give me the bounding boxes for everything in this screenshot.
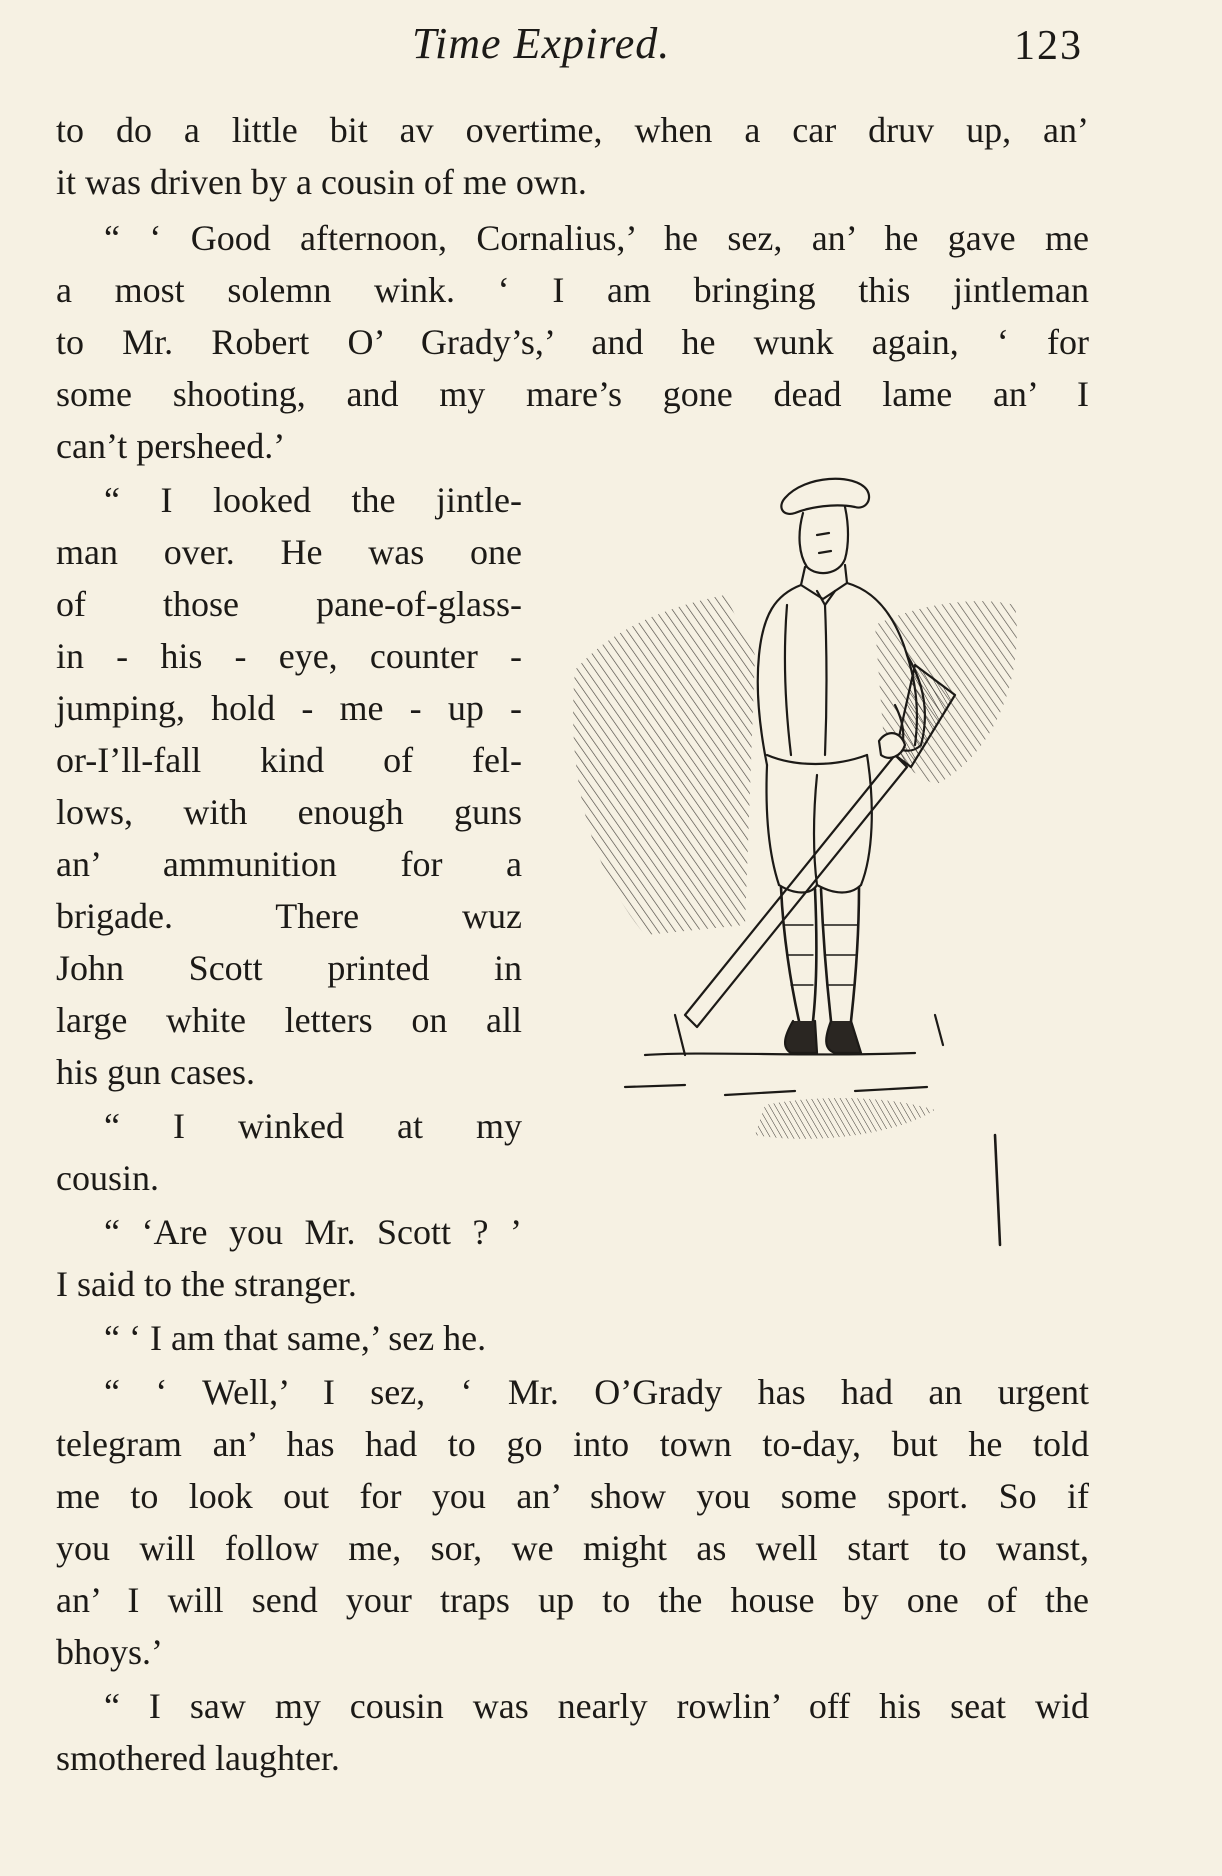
text-line: his gun cases. [56, 1052, 255, 1092]
running-title: Time Expired. [412, 19, 671, 68]
text-line: me to look out for you an’ show you some sport. So if [56, 1476, 1089, 1516]
text-line: smothered laughter. [56, 1738, 340, 1778]
text-line: I said to the stranger. [56, 1264, 357, 1304]
text-line: John Scott printed in [56, 948, 522, 988]
text-line: jumping, hold - me - up - [56, 688, 522, 728]
text-line: to do a little bit av overtime, when a car druv up, an’ [56, 110, 1089, 150]
sportsman-illustration [555, 455, 1065, 1265]
text-line: some shooting, and my mare’s gone dead lame an’ I [56, 374, 1089, 414]
text-line: lows, with enough guns [56, 792, 522, 832]
text-line: an’ I will send your traps up to the house by one of the [56, 1580, 1089, 1620]
text-line: “ ‘ Good afternoon, Cornalius,’ he sez, an’ he gave me [104, 218, 1089, 258]
text-line: to Mr. Robert O’ Grady’s,’ and he wunk again, ‘ for [56, 322, 1089, 362]
text-line: in - his - eye, counter - [56, 636, 522, 676]
text-line: of those pane-of-glass- [56, 584, 522, 624]
text-line: it was driven by a cousin of me own. [56, 162, 587, 202]
text-line: brigade. There wuz [56, 896, 522, 936]
text-line: can’t persheed.’ [56, 426, 286, 466]
sportsman-figure-drawing [555, 455, 1065, 1265]
running-header [0, 14, 1222, 74]
text-line: “ ‘Are you Mr. Scott ? ’ [104, 1212, 522, 1252]
text-line: “ I winked at my [104, 1106, 522, 1146]
page-number: 123 [1014, 23, 1083, 69]
text-line: “ I looked the jintle- [104, 480, 522, 520]
text-line: a most solemn wink. ‘ I am bringing this jintleman [56, 270, 1089, 310]
text-line: you will follow me, sor, we might as well start to wanst, [56, 1528, 1089, 1568]
text-line: cousin. [56, 1158, 159, 1198]
text-line: man over. He was one [56, 532, 522, 572]
text-line: an’ ammunition for a [56, 844, 522, 884]
text-line: large white letters on all [56, 1000, 522, 1040]
text-line: “ I saw my cousin was nearly rowlin’ off his seat wid [104, 1686, 1089, 1726]
text-line: “ ‘ Well,’ I sez, ‘ Mr. O’Grady has had an urgent [104, 1372, 1089, 1412]
text-line: or-I’ll-fall kind of fel- [56, 740, 522, 780]
text-line: “ ‘ I am that same,’ sez he. [104, 1318, 487, 1358]
text-line: telegram an’ has had to go into town to-day, but he told [56, 1424, 1089, 1464]
text-line: bhoys.’ [56, 1632, 163, 1672]
